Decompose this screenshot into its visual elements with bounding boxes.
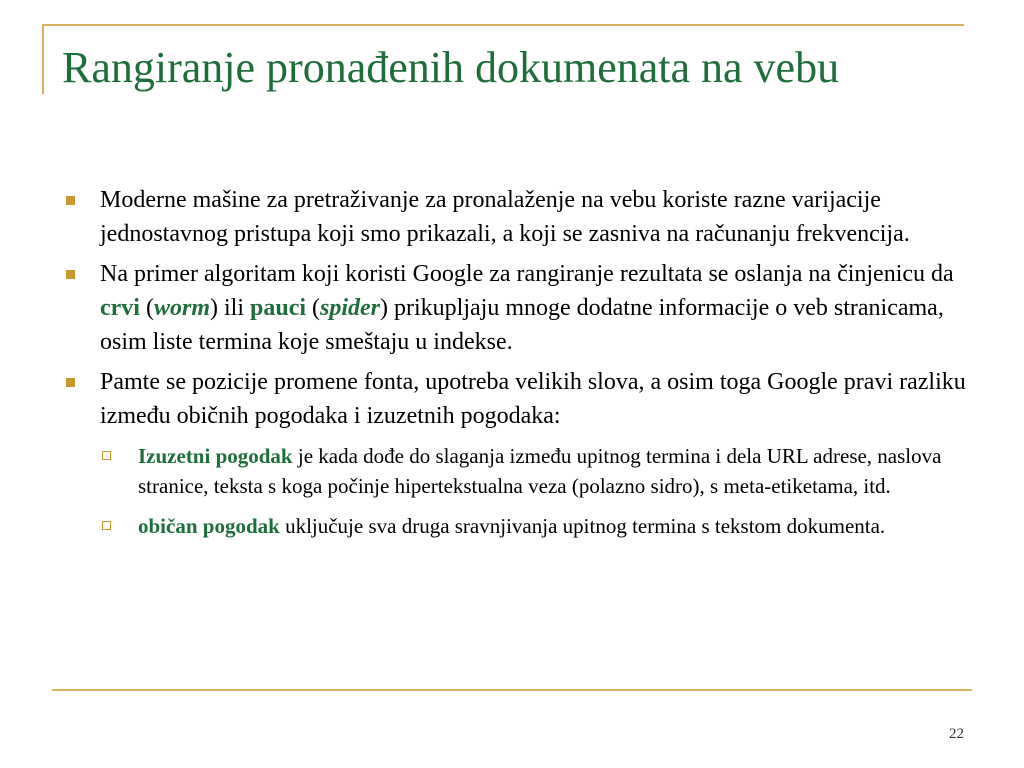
slide-content [62,183,967,551]
top-border-line [42,24,964,26]
term-crvi: crvi [100,295,140,321]
bullet-item-1 [62,183,967,251]
bottom-border-line [52,689,972,691]
bullet-text-part: ( [306,295,321,321]
bullet-item-2 [62,257,967,359]
term-izuzetni-pogodak: Izuzetni pogodak [138,444,293,468]
sub-bullet-text: je kada dođe do slaganja između upitnog termina i dela URL adrese, naslova stranice, teksta s koga počinje hipertekstualna veza (polazno sidro), s meta-etiketama, itd. [138,444,942,498]
bullet-item-3 [62,365,967,433]
bullet-text-part: ( [139,295,154,321]
bullet-text: Pamte se pozicije promene fonta, upotreba velikih slova, a osim toga Google pravi razliku između običnih pogodaka i izuzetnih pogodaka: [100,369,966,429]
sub-bullet-item-1 [100,441,967,501]
filled-square-bullet-icon [66,196,75,205]
left-border-line [42,24,44,94]
term-spider: spider [320,295,381,321]
bullet-text-part: ) ili [210,295,250,321]
term-worm: worm [153,295,210,321]
hollow-square-bullet-icon [102,451,111,460]
term-obican-pogodak: običan pogodak [138,514,280,538]
slide-title: Rangiranje pronađenih dokumenata na vebu [62,43,840,92]
sub-bullet-item-2 [100,511,967,541]
page-number: 22 [949,726,964,742]
bullet-text-part: ) prikupljaju mnoge dodatne informacije o veb stranicama, osim liste termina koje smeštaju u indekse. [100,295,944,355]
sub-bullet-list [62,441,967,541]
filled-square-bullet-icon [66,270,75,279]
bullet-text-part: Na primer algoritam koji koristi Google za rangiranje rezultata se oslanja na činjenicu da [100,261,954,287]
sub-bullet-text: uključuje sva druga sravnjivanja upitnog termina s tekstom dokumenta. [279,514,886,538]
term-pauci: pauci [250,295,307,321]
hollow-square-bullet-icon [102,521,111,530]
bullet-text: Moderne mašine za pretraživanje za pronalaženje na vebu koriste razne varijacije jednostavnog pristupa koji smo prikazali, a koji se zasniva na računanju frekvencija. [100,187,910,247]
filled-square-bullet-icon [66,378,75,387]
